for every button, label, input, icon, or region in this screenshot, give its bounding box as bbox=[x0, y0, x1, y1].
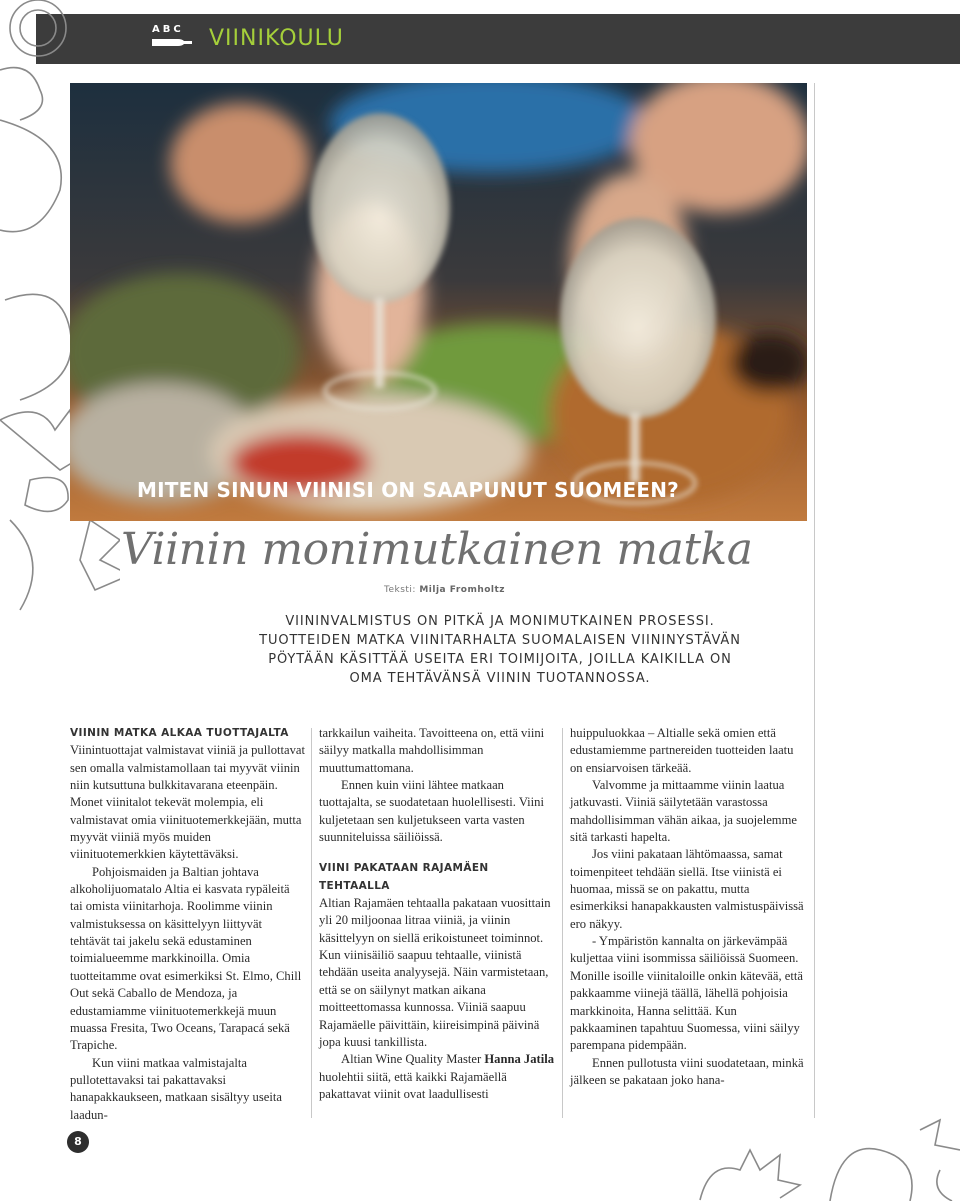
lead-line: PÖYTÄÄN KÄSITTÄÄ USEITA ERI TOIMIJOITA, JOILLA KAIKILLA ON bbox=[268, 652, 732, 667]
text-column-1 bbox=[70, 725, 305, 1124]
column-divider bbox=[311, 728, 312, 1118]
body-paragraph: Valvomme ja mittaamme viinin laatua jatkuvasti. Viiniä säilytetään varastossa mahdollisimman vähän aikaa, ja suojelemme sitä tarkasti hapelta. bbox=[570, 778, 797, 845]
body-paragraph: huippuluokkaa – Altialle sekä omien että edustamiemme partnereiden tuotteiden laatu on ensiarvoisen tärkeää. bbox=[570, 726, 794, 775]
body-paragraph: Jos viini pakataan lähtömaassa, samat toimenpiteet tehdään siellä. Itse viinistä ei huomaa, missä se on pakattu, mutta esimerkiksi hanapakkausten valmistuspäivissä ero näkyy. bbox=[570, 847, 804, 931]
abc-logo bbox=[152, 24, 192, 54]
body-paragraph: Ennen pullotusta viini suodatetaan, minkä jälkeen se pakataan joko hana- bbox=[570, 1055, 804, 1087]
body-paragraph: Pohjoismaiden ja Baltian johtava alkoholijuomatalo Altia ei kasvata rypäleitä tai omista viinitarhoja. Roolimme viinin valmistuksessa on käsittelyyn liittyvät tehtävät tai jakelu sekä edustaminen toimialueemme markkinoilla. Omia tuotteitamme ovat esimerkiksi St. Elmo, Chill Out sekä Caballo de Mendoza, ja edustamiamme viinituotemerkkejä muun muassa Fresita, Two Oceans, Tarapacá sekä Trapiche. bbox=[70, 864, 302, 1053]
body-paragraph: tarkkailun vaiheita. Tavoitteena on, että viini säilyy matkalla mahdollisimman muuttumattomana. bbox=[319, 726, 545, 775]
vine-ornament-bottom-right bbox=[690, 1110, 960, 1201]
page-number: 8 bbox=[67, 1131, 89, 1153]
body-text: huolehtii siitä, että kaikki Rajamäellä pakattavat viinit ovat laadullisesti bbox=[319, 1069, 507, 1101]
column-heading: VIININ MATKA ALKAA TUOTTAJALTA bbox=[70, 727, 289, 739]
page-margin-rule bbox=[814, 83, 815, 1118]
body-paragraph: Kun viini matkaa valmistajalta pullotettavaksi tai pakattavaksi hanapakkaukseen, matkaan sisältyy useita laadun- bbox=[70, 1055, 282, 1122]
body-paragraph: - Ympäristön kannalta on järkevämpää kuljettaa viini isommissa säiliöissä Suomeen. Monille isoille viinitaloille onkin kätevää, että pakkaamme viinejä täällä, lähellä pohjoisia markkinoita, Hanna selittää. Kun pakkaaminen tapahtuu Suomessa, viini säilyy parempana pidempään. bbox=[570, 934, 803, 1053]
section-title: VIINIKOULU bbox=[209, 26, 344, 51]
lead-line: VIININVALMISTUS ON PITKÄ JA MONIMUTKAINEN PROSESSI. bbox=[285, 614, 715, 629]
body-paragraph: Altian Rajamäen tehtaalla pakataan vuosittain yli 20 miljoonaa litraa viiniä, ja viinin käsittelyyn on siellä erikoistuneet toiminnot. Kun viinisäiliö saapuu tehtaalle, viinistä tehdään useita analyysejä. Näin varmistetaan, että se on säilynyt matkan aikana moitteettomassa kunnossa. Viiniä saapuu Rajamäelle päivittäin, kiireisimpinä päivinä jopa kuusi tankillista. bbox=[319, 896, 551, 1049]
wine-bottle-icon bbox=[152, 38, 192, 47]
byline-author: Milja Fromholtz bbox=[419, 585, 506, 595]
article-subtitle: MITEN SINUN VIINISI ON SAAPUNUT SUOMEEN? bbox=[137, 478, 679, 502]
wine-glasses-photo-icon bbox=[70, 83, 807, 521]
body-paragraph bbox=[319, 1051, 555, 1103]
lead-line: TUOTTEIDEN MATKA VIINITARHALTA SUOMALAISEN VIININYSTÄVÄN bbox=[259, 633, 741, 648]
text-column-3 bbox=[570, 725, 806, 1089]
column-divider bbox=[562, 728, 563, 1118]
column-heading: VIINI PAKATAAN RAJAMÄEN TEHTAALLA bbox=[319, 862, 489, 892]
lead-paragraph bbox=[150, 612, 850, 688]
body-paragraph: Ennen kuin viini lähtee matkaan tuottajalta, se suodatetaan huolellisesti. Viini kuljetetaan sen kuljetukseen varta vasten suunniteluissa säiliöissä. bbox=[319, 778, 544, 845]
text-column-2 bbox=[319, 725, 555, 1103]
body-text: Altian Wine Quality Master bbox=[341, 1052, 485, 1067]
byline-label: Teksti: bbox=[384, 585, 416, 595]
lead-line: OMA TEHTÄVÄNSÄ VIININ TUOTANNOSSA. bbox=[349, 671, 651, 686]
byline bbox=[384, 585, 505, 595]
logo-text: ABC bbox=[152, 24, 184, 35]
wine-glasses-photo bbox=[70, 83, 807, 521]
article-title: Viinin monimutkainen matka bbox=[121, 524, 753, 575]
person-name: Hanna Jatila bbox=[484, 1052, 554, 1067]
body-paragraph: Viinintuottajat valmistavat viiniä ja pullottavat sen omalla valmistamollaan tai myyvät viinin niin kutsuttuna bulkkitavarana eteenpäin. Monet viinitalot tekevät molempia, eli valmistavat omia viinituotemerkkejään, mutta myyvät viiniä myös muiden viinituotemerkkien käytettäväksi. bbox=[70, 743, 305, 862]
